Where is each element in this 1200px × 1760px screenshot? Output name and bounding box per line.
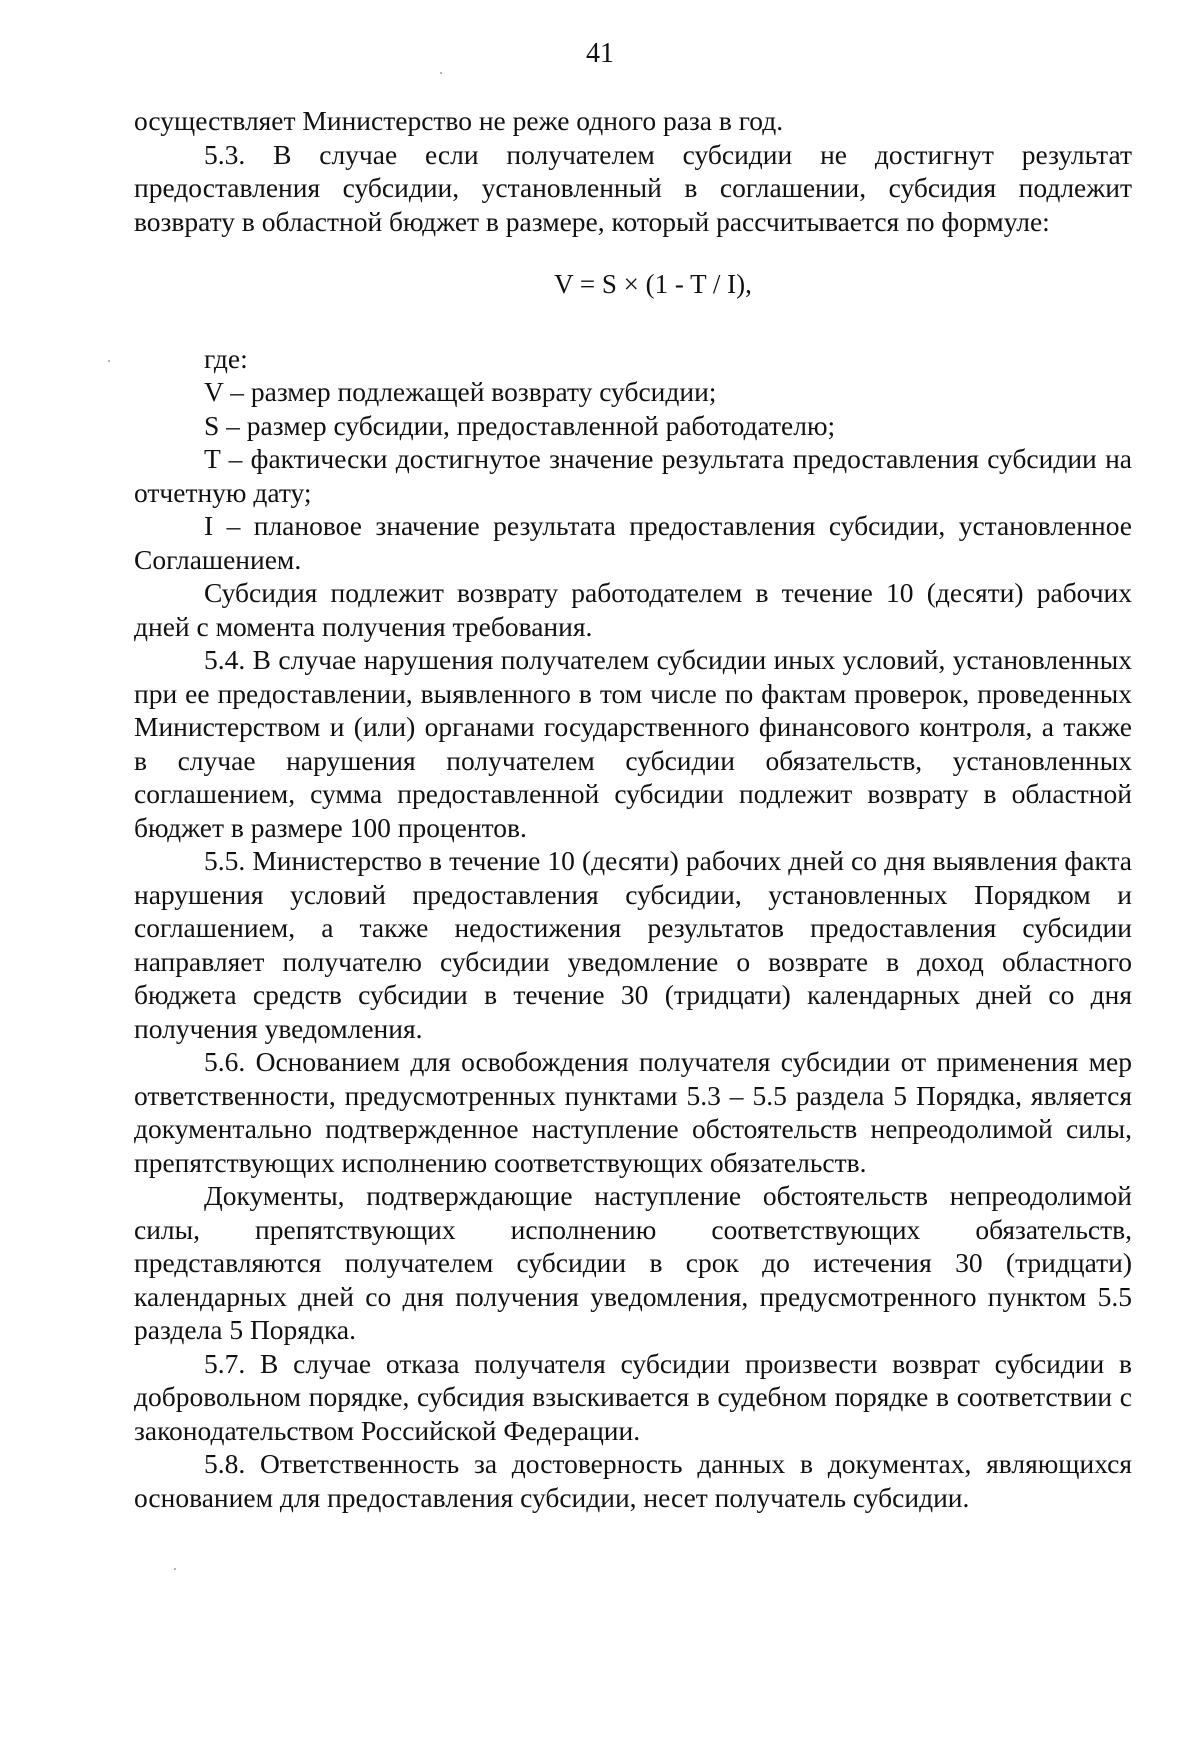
definition-t: T – фактически достигнутое значение результата предоставления субсидии на отчетную дату;: [134, 443, 1132, 508]
definition-v: V – размер подлежащей возврату субсидии;: [204, 376, 717, 407]
paragraph-5-8: 5.8. Ответственность за достоверность данных в документах, являющихся основанием для предоставления субсидии, несет получатель субсидии.: [134, 1448, 1132, 1513]
document-body: [134, 104, 1132, 1514]
paragraph-continuation: осуществляет Министерство не реже одного раза в год.: [134, 105, 784, 136]
scan-speck: [440, 72, 442, 74]
definition-s: S – размер субсидии, предоставленной работодателю;: [204, 409, 836, 441]
paragraph-documents: Документы, подтверждающие наступление обстоятельств непреодолимой силы, препятствующих исполнению соответствующих обязательств, представляются получателем субсидии в срок до истечения 30 (тридцати) календарных дней со дня получения уведомления, предусмотренного пунктом 5.5 раздела 5 Порядка.: [134, 1180, 1132, 1345]
scan-speck: [174, 1568, 176, 1570]
where-label: где:: [204, 342, 248, 374]
page-number: 41: [586, 38, 614, 69]
paragraph-return-term: Субсидия подлежит возврату работодателем в течение 10 (десяти) рабочих дней с момента получения требования.: [134, 577, 1132, 642]
paragraph-5-4: 5.4. В случае нарушения получателем субсидии иных условий, установленных при ее предоставлении, выявленного в том числе по фактам проверок, проведенных Министерством и (или) органами государственного финансового контроля, а также в случае нарушения получателем субсидии обязательств, установленных соглашением, сумма предоставленной субсидии подлежит возврату в областной бюджет в размере 100 процентов.: [134, 644, 1132, 843]
paragraph-5-6: 5.6. Основанием для освобождения получателя субсидии от применения мер ответственности, предусмотренных пунктами 5.3 – 5.5 раздела 5 Порядка, является документально подтвержденное наступление обстоятельств непреодолимой силы, препятствующих исполнению соответствующих обязательств.: [134, 1046, 1132, 1178]
definition-i: I – плановое значение результата предоставления субсидии, установленное Соглашением.: [134, 510, 1132, 575]
scan-speck: [108, 360, 110, 362]
paragraph-5-7: 5.7. В случае отказа получателя субсидии произвести возврат субсидии в добровольном порядке, субсидия взыскивается в судебном порядке в соответствии с законодательством Российской Федерации.: [134, 1347, 1132, 1446]
formula: V = S × (1 - T / I),: [554, 269, 752, 299]
paragraph-5-3: 5.3. В случае если получателем субсидии не достигнут результат предоставления субсидии, установленный в соглашении, субсидия подлежит возврату в областной бюджет в размере, который рассчитывается по формуле:: [134, 138, 1132, 237]
paragraph-5-5: 5.5. Министерство в течение 10 (десяти) рабочих дней со дня выявления факта нарушения условий предоставления субсидии, установленных Порядком и соглашением, а также недостижения результатов предоставления субсидии направляет получателю субсидии уведомление о возврате в доход областного бюджета средств субсидии в течение 30 (тридцати) календарных дней со дня получения уведомления.: [134, 845, 1132, 1044]
